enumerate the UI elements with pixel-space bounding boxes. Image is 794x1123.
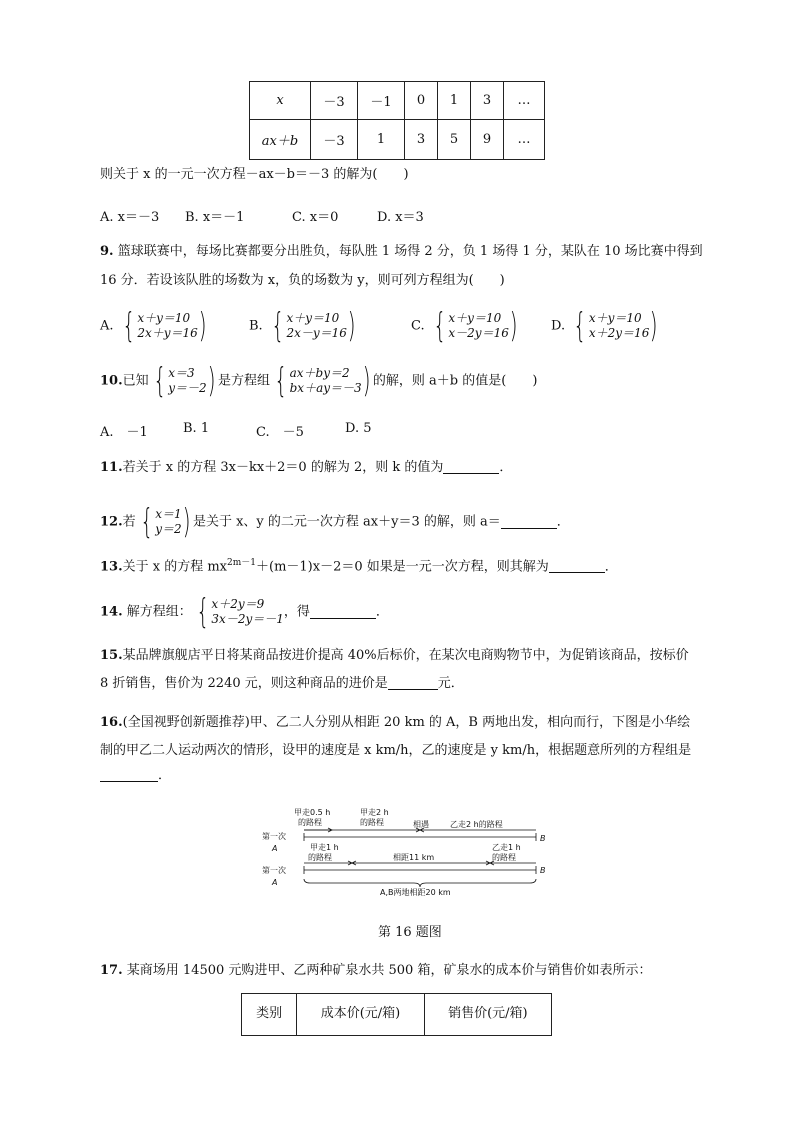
q12-line: 12.若 { x＝1 y＝2 ) 是关于 x、y 的二元一次方程 ax＋y＝3 的解，则 a＝ ． [100,502,570,542]
q8-choice-d[interactable]: D. x＝3 [377,210,424,225]
diagram-mid1-label: 的路程 [308,853,332,862]
q10-choice-b[interactable]: B. 1 [183,421,210,436]
q10-line: 10.已知 { x＝3 y＝－2 ) 是方程组 { ax＋by＝2 bx＋ay＝－3 ) 的解，则 a＋b 的值是( ) [100,361,538,401]
table-cell: … [504,82,545,120]
q12-answer-blank[interactable] [501,514,557,529]
q14-answer-blank[interactable] [310,604,376,619]
q9-line2: 16 分．若设该队胜的场数为 x，负的场数为 y，则可列方程组为( ) [100,273,505,288]
diagram-top2-label: 的路程 [360,818,384,827]
diagram-mid3-label: 的路程 [492,853,516,862]
q16-line3: ． [100,767,171,785]
diagram-top1-label: 甲走0.5 h [294,808,331,817]
q15-line2: 8 折销售，售价为 2240 元，则这种商品的进价是 元． [100,676,464,691]
diagram-first-label: 第一次 [262,832,286,841]
q16-number: 16. [100,715,123,730]
diagram-meet-label: 相遇 [413,820,429,829]
q15-line1: 15.某品牌旗舰店平日将某商品按进价提高 40%后标价，在某次电商购物节中，为促销该商品，按标价 [100,648,689,663]
diagram-bottom-label: A,B两地相距20 km [380,888,451,897]
q13-number: 13. [100,559,123,575]
q14-line: 14. 解方程组： { x＋2y＝9 3x－2y＝－1 ，得 ． [100,592,389,632]
table-cell: －3 [311,120,358,160]
q9-choice-d[interactable]: D. { x＋y＝10 x＋2y＝16 ) [551,306,658,346]
value-table [249,81,545,160]
table-cell: 0 [405,82,438,120]
diagram-a-label: A [272,878,278,887]
q9-choice-a[interactable]: A. { x＋y＝10 2x＋y＝16 ) [100,306,207,346]
table-cell: 1 [438,82,471,120]
diagram-top1-label: 的路程 [298,818,322,827]
q13-line: 13.关于 x 的方程 $mx^{2m-1}+(m-1)x-2=0$ 如果是一元一次方程，则其解为 ． [100,558,618,575]
table-cell: ax＋b [250,120,311,160]
q14-number: 14. [100,604,123,620]
diagram-mid3-label: 乙走1 h [492,843,521,852]
q17-line: 17. 某商场用 14500 元购进甲、乙两种矿泉水共 500 箱，矿泉水的成本价与销售价如表所示： [100,963,652,978]
motion-diagram [260,803,550,898]
table-header: 成本价(元/箱) [297,994,424,1036]
q8-stem: 则关于 x 的一元一次方程－ax－b＝－3 的解为( ) [100,167,409,182]
diagram-mid2-label: 相距11 km [393,853,435,862]
table-cell: 1 [358,120,405,160]
q10-choice-d[interactable]: D. 5 [345,421,372,436]
price-table [241,993,552,1036]
q9-line1 [100,243,703,261]
diagram-mid1-label: 甲走1 h [310,843,339,852]
q11-number: 11. [100,460,123,475]
q9-choice-c[interactable]: C. { x＋y＝10 x－2y＝16 ) [411,306,518,346]
q8-choice-c[interactable]: C. x＝0 [292,210,339,225]
table-cell: 9 [471,120,504,160]
q10-number: 10. [100,373,123,389]
table-cell: －1 [358,82,405,120]
q9-choice-b[interactable]: B. { x＋y＝10 2x－y＝16 ) [249,306,356,346]
q16-answer-blank[interactable] [100,767,158,782]
diagram-second-label: 第一次 [262,866,286,875]
table-header: 类别 [242,994,297,1036]
q15-answer-blank[interactable] [388,675,438,690]
q9-number: 9. [100,244,114,259]
q9-text: 篮球联赛中，每场比赛都要分出胜负，每队胜 1 场得 2 分，负 1 场得 1 分，某队在 10 场比赛中得到 [117,244,703,259]
q15-number: 15. [100,648,123,663]
table-cell: x [250,82,311,120]
q10-choice-c[interactable]: C. －5 [256,425,304,440]
diagram-b-label: B [540,834,546,843]
table-cell: 3 [405,120,438,160]
table-cell: 3 [471,82,504,120]
q11-line: 11.若关于 x 的方程 3x－kx＋2＝0 的解为 2，则 k 的值为 ． [100,460,513,475]
q10-choice-a[interactable]: A. －1 [100,425,148,440]
diagram-top3-label: 乙走2 h的路程 [450,820,503,829]
table-cell: －3 [311,82,358,120]
q8-choice-b[interactable]: B. x＝－1 [185,210,245,225]
q12-number: 12. [100,514,123,530]
q8-choice-a[interactable]: A. x＝－3 [100,210,160,225]
q16-line1: 16.(全国视野创新题推荐)甲、乙二人分别从相距 20 km 的 A，B 两地出发，相向而行，下图是小华绘 [100,715,691,730]
diagram-top2-label: 甲走2 h [360,808,389,817]
q11-answer-blank[interactable] [443,459,499,474]
diagram-a-label: A [272,844,278,853]
q17-number: 17. [100,963,123,978]
table-cell: 5 [438,120,471,160]
q13-answer-blank[interactable] [549,558,605,573]
figure-caption: 第 16 题图 [378,925,442,940]
table-cell: … [504,120,545,160]
diagram-b-label: B [540,866,546,875]
q16-line2: 制的甲乙二人运动两次的情形，设甲的速度是 x km/h，乙的速度是 y km/h，根据题意所列的方程组是 [100,743,692,758]
table-header: 销售价(元/箱) [424,994,551,1036]
